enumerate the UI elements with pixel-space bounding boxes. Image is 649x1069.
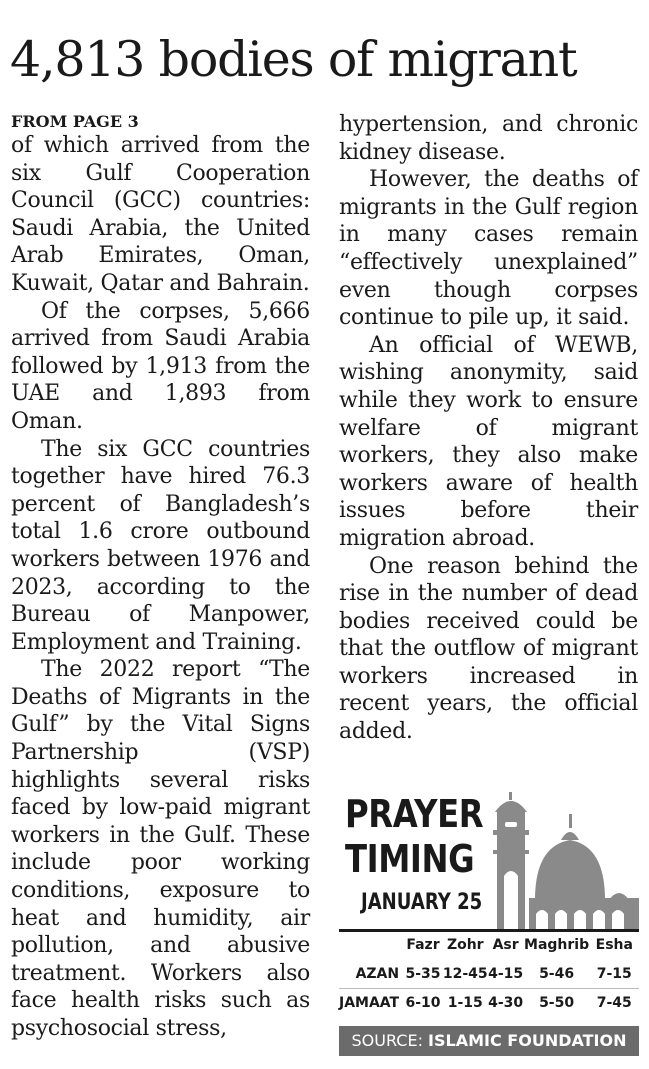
- time-cell: 12-45: [443, 960, 488, 989]
- paragraph: However, the deaths of migrants in the Gulf region in many cases remain “effectively unexplained” even though corpses continue to pile up, it said.: [339, 167, 638, 331]
- source-bar: [339, 1026, 639, 1056]
- prayer-title-line1: PRAYER: [345, 792, 484, 836]
- column-header: Zohr: [446, 937, 484, 953]
- time-cell: 5-35: [403, 960, 443, 989]
- time-cell: 6-10: [405, 995, 441, 1011]
- paragraph: The 2022 report “The Deaths of Migrants in the Gulf” by the Vital Signs Partnership (VSP) highlights several risks faced by low-paid migrant workers in the Gulf. These include poor working conditions, exposure to heat and humidity, air pollution, and abusive treatment. Workers also face health risks such as psychosocial stress,: [11, 657, 310, 1041]
- headline: 4,813 bodies of migrant: [10, 31, 577, 88]
- mosque-icon: [489, 790, 639, 930]
- time-cell: 7-45: [596, 995, 632, 1011]
- column-header: Esha: [595, 937, 633, 953]
- time-cell: 4-15: [488, 960, 524, 989]
- continuation-kicker: FROM PAGE 3: [11, 112, 139, 131]
- article-column-right: [339, 111, 638, 746]
- paragraph: Of the corpses, 5,666 arrived from Saudi Arabia followed by 1,913 from the UAE and 1,893 from Oman.: [11, 298, 310, 434]
- paragraph: The six GCC countries together have hired 76.3 percent of Bangladesh’s total 1.6 crore outbound workers between 1976 and 2023, according to the Bureau of Manpower, Employment and Training.: [11, 436, 310, 655]
- prayer-times-table: [339, 930, 639, 1017]
- paragraph: One reason behind the rise in the number of dead bodies received could be that the outflow of migrant workers increased in recent years, the official added.: [339, 553, 638, 745]
- time-cell: 1-15: [447, 995, 483, 1011]
- paragraph: hypertension, and chronic kidney disease.: [339, 112, 638, 165]
- prayer-title: [345, 792, 483, 882]
- prayer-date: JANUARY 25: [361, 890, 483, 915]
- table-header-row: [339, 930, 639, 960]
- column-header: Fazr: [406, 937, 440, 953]
- row-label: AZAN: [339, 960, 403, 989]
- row-label: JAMAAT: [339, 995, 400, 1011]
- column-header: Maghrib: [524, 937, 590, 953]
- table-row: [339, 989, 639, 1018]
- column-header: Asr: [492, 937, 519, 953]
- prayer-title-line2: TIMING: [345, 837, 475, 881]
- time-cell: 7-15: [590, 960, 639, 989]
- table-row: [339, 960, 639, 989]
- source-name: ISLAMIC FOUNDATION: [428, 1031, 627, 1050]
- source-label: SOURCE:: [351, 1031, 423, 1050]
- time-cell: 5-46: [524, 960, 590, 989]
- time-cell: 5-50: [539, 995, 575, 1011]
- paragraph: of which arrived from the six Gulf Cooperation Council (GCC) countries: Saudi Arabia, the United Arab Emirates, Oman, Kuwait, Qatar and Bahrain.: [11, 133, 310, 296]
- article-column-left: [11, 111, 310, 1043]
- time-cell: 4-30: [488, 995, 524, 1011]
- prayer-timing-box: [339, 790, 639, 1057]
- paragraph: An official of WEWB, wishing anonymity, said while they work to ensure welfare of migrant workers, they also make workers aware of health issues before their migration abroad.: [339, 332, 638, 551]
